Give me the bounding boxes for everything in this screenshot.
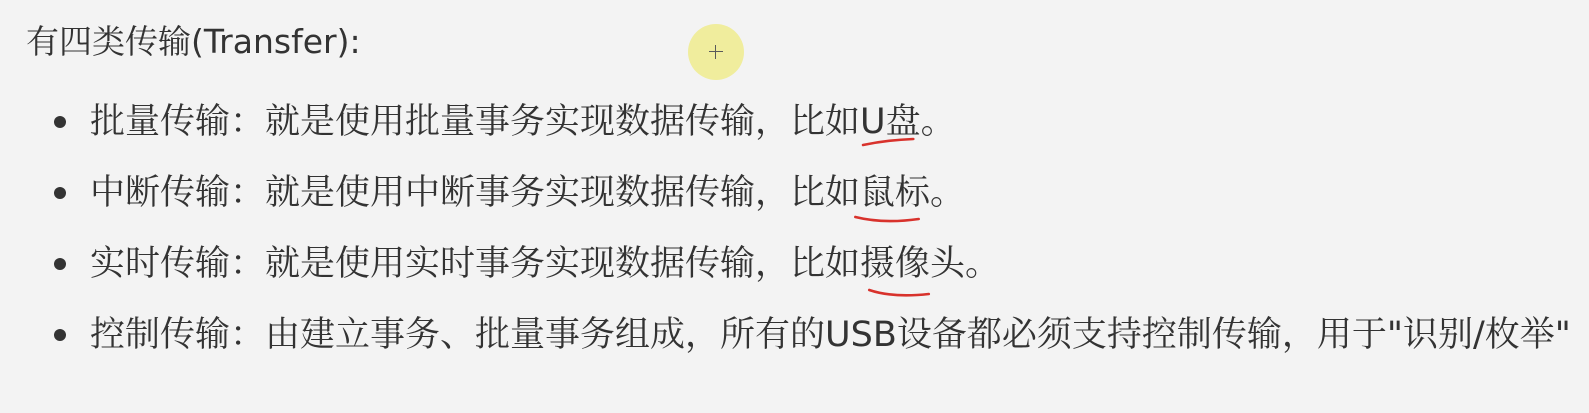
red-underline-mark	[860, 137, 921, 147]
bullet-text	[90, 300, 1571, 371]
bullet-text	[90, 229, 1000, 300]
bullet-text	[90, 158, 965, 229]
highlighted-example-text: 摄像	[860, 244, 931, 284]
transfer-description: 由建立事务、批量事务组成，所有的USB设备都必须支持控制传输，用于"识别/枚举"	[265, 315, 1571, 355]
list-item	[0, 229, 1560, 300]
bullet-dot-icon	[54, 329, 66, 341]
crosshair-vertical	[715, 45, 716, 59]
cursor-highlight	[688, 24, 744, 80]
transfer-description: 就是使用批量事务实现数据传输，比如	[265, 102, 861, 142]
transfer-description-end: 。	[920, 102, 956, 142]
bullet-dot-icon	[54, 187, 66, 199]
transfer-type-label: 批量传输：	[90, 102, 266, 142]
crosshair-horizontal	[709, 51, 723, 52]
list-item	[0, 300, 1571, 371]
transfer-type-label: 中断传输：	[90, 173, 266, 213]
bullet-dot-icon	[54, 116, 66, 128]
bullet-text	[90, 87, 956, 158]
highlighted-example	[860, 243, 930, 285]
transfer-description: 就是使用实时事务实现数据传输，比如	[265, 244, 861, 284]
highlighted-example	[860, 172, 930, 214]
highlighted-example	[860, 101, 921, 143]
transfer-type-label: 实时传输：	[90, 244, 266, 284]
transfer-description: 就是使用中断事务实现数据传输，比如	[265, 173, 861, 213]
transfer-description-end: 。	[930, 173, 966, 213]
page-heading: 有四类传输(Transfer):	[26, 22, 361, 61]
list-item	[0, 87, 1560, 158]
transfer-type-label: 控制传输：	[90, 315, 266, 355]
list-item	[0, 158, 1560, 229]
transfer-description-end: 头。	[930, 244, 1001, 284]
highlighted-example-text: 鼠标	[860, 173, 931, 213]
red-underline-mark	[854, 214, 920, 224]
bullet-dot-icon	[54, 258, 66, 270]
transfer-type-list	[0, 87, 1571, 371]
red-underline-mark	[868, 288, 930, 298]
highlighted-example-text: U盘	[860, 102, 921, 142]
